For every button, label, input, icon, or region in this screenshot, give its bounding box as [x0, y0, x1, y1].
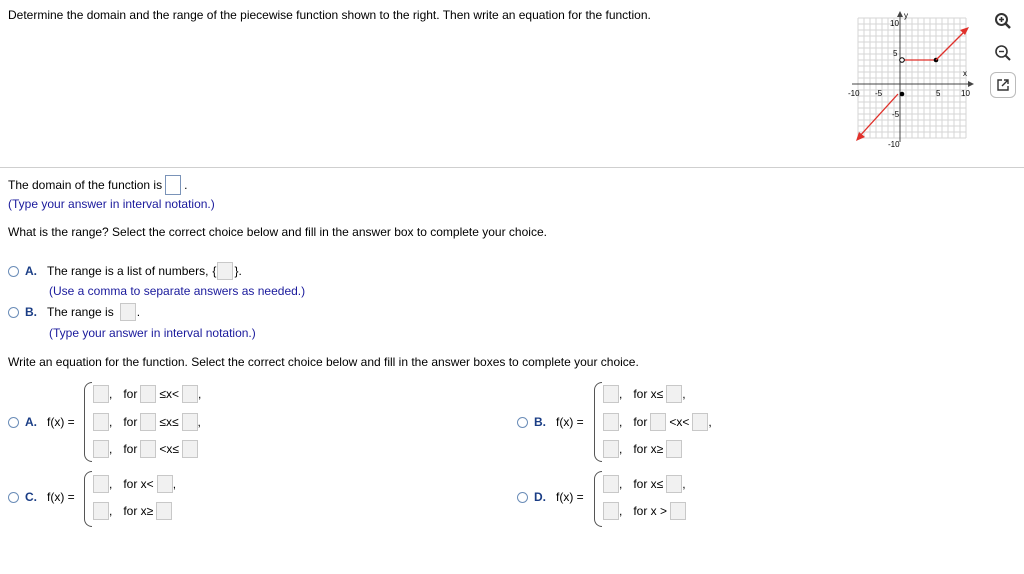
option-b-piece-1	[603, 385, 686, 403]
comma: ,	[619, 442, 623, 456]
option-c-piece-1-comma: ,	[172, 477, 177, 491]
equation-option-b-label: B.	[534, 415, 546, 429]
zoom-in-icon	[994, 12, 1012, 30]
option-a-piece-3-expr-box[interactable]	[93, 440, 109, 458]
range-question: What is the range? Select the correct choice below and fill in the answer box to complete your choice.	[8, 225, 547, 239]
y-tick-label: -5	[892, 110, 900, 119]
range-option-a-hint: (Use a comma to separate answers as needed.)	[49, 284, 306, 298]
zoom-in-button[interactable]	[990, 8, 1016, 34]
option-a-piece-3-for: for	[123, 442, 138, 456]
comma: ,	[109, 415, 113, 429]
option-a-piece-1-comma: ,	[197, 387, 202, 401]
option-a-piece-1	[93, 385, 201, 403]
equation-option-a-radio[interactable]	[8, 417, 19, 428]
option-b-piece-2-comma: ,	[708, 415, 712, 429]
y-tick-label: 10	[890, 19, 899, 28]
option-a-piece-3-upper-box[interactable]	[182, 440, 198, 458]
range-option-b[interactable]	[8, 303, 140, 321]
option-a-piece-1-lower-box[interactable]	[140, 385, 156, 403]
option-c-piece-2-for: for x≥	[123, 504, 154, 518]
option-c-piece-2-bound-box[interactable]	[156, 502, 172, 520]
option-d-piece-1-comma: ,	[682, 477, 686, 491]
option-d-piece-2-expr-box[interactable]	[603, 502, 619, 520]
equation-question: Write an equation for the function. Select the correct choice below and fill in the answer boxes to complete your choice.	[8, 355, 639, 369]
piece-right	[936, 30, 966, 60]
option-c-piece-2	[93, 502, 172, 520]
option-a-piece-3-inequality: <x≤	[159, 442, 179, 456]
equation-option-b-radio[interactable]	[517, 417, 528, 428]
piece-left-endpoint	[900, 92, 905, 97]
equation-option-c-brace	[84, 471, 92, 527]
option-c-piece-1-expr-box[interactable]	[93, 475, 109, 493]
option-b-piece-3	[603, 440, 682, 458]
option-d-piece-2-for: for x >	[633, 504, 668, 518]
x-tick-label: 5	[936, 89, 941, 98]
option-a-piece-3-lower-box[interactable]	[140, 440, 156, 458]
equation-option-c-radio[interactable]	[8, 492, 19, 503]
domain-answer-box[interactable]	[165, 175, 181, 195]
x-tick-label: 10	[961, 89, 970, 98]
option-a-piece-2-expr-box[interactable]	[93, 413, 109, 431]
option-b-piece-2-inequality: <x<	[669, 415, 690, 429]
zoom-out-icon	[994, 44, 1012, 62]
comma: ,	[109, 387, 113, 401]
option-d-piece-2	[603, 502, 686, 520]
range-option-a-label: A.	[25, 264, 37, 278]
equation-option-b-brace	[594, 382, 602, 462]
section-divider	[0, 167, 1024, 168]
range-list-answer-box[interactable]	[217, 262, 233, 280]
range-option-a[interactable]	[8, 262, 242, 280]
question-text: Determine the domain and the range of the piecewise function shown to the right. Then write an equation for the function.	[8, 8, 651, 22]
option-a-piece-3	[93, 440, 198, 458]
option-a-piece-2-for: for	[123, 415, 138, 429]
option-a-piece-2-lower-box[interactable]	[140, 413, 156, 431]
equation-option-d[interactable]	[517, 490, 584, 504]
option-b-piece-2-upper-box[interactable]	[692, 413, 708, 431]
x-tick-label: -5	[875, 89, 883, 98]
range-option-b-hint: (Type your answer in interval notation.)	[49, 326, 256, 340]
y-tick-label: 5	[893, 49, 898, 58]
option-c-piece-2-expr-box[interactable]	[93, 502, 109, 520]
option-b-piece-2-expr-box[interactable]	[603, 413, 619, 431]
option-a-piece-2-upper-box[interactable]	[182, 413, 198, 431]
option-b-piece-1-for: for x≤	[633, 387, 664, 401]
popout-button[interactable]	[990, 72, 1016, 98]
range-option-b-period: .	[136, 305, 141, 319]
equation-option-a[interactable]	[8, 415, 75, 429]
option-a-piece-2-comma: ,	[197, 415, 201, 429]
comma: ,	[109, 442, 113, 456]
option-c-piece-1-for: for x<	[123, 477, 154, 491]
range-close-brace: }.	[234, 264, 242, 278]
domain-prompt: The domain of the function is	[8, 178, 163, 192]
option-b-piece-3-bound-box[interactable]	[666, 440, 682, 458]
equation-option-d-label: D.	[534, 490, 546, 504]
y-tick-label: -10	[888, 140, 900, 148]
comma: ,	[619, 415, 623, 429]
option-b-piece-2-lower-box[interactable]	[650, 413, 666, 431]
zoom-out-button[interactable]	[990, 40, 1016, 66]
option-a-piece-2-inequality: ≤x≤	[159, 415, 179, 429]
option-b-piece-1-bound-box[interactable]	[666, 385, 682, 403]
range-option-b-label: B.	[25, 305, 37, 319]
equation-option-c-fx: f(x) =	[47, 490, 75, 504]
option-b-piece-1-expr-box[interactable]	[603, 385, 619, 403]
piece-middle-open-endpoint	[900, 58, 905, 63]
range-interval-answer-box[interactable]	[120, 303, 136, 321]
option-b-piece-2-for: for	[633, 415, 648, 429]
equation-option-d-radio[interactable]	[517, 492, 528, 503]
domain-period: .	[184, 178, 188, 192]
comma: ,	[109, 504, 113, 518]
range-option-a-text: The range is a list of numbers,	[47, 264, 209, 278]
option-a-piece-1-inequality: ≤x<	[159, 387, 179, 401]
option-a-piece-1-upper-box[interactable]	[182, 385, 198, 403]
equation-option-a-label: A.	[25, 415, 37, 429]
option-d-piece-1-bound-box[interactable]	[666, 475, 682, 493]
equation-option-b[interactable]	[517, 415, 584, 429]
option-c-piece-1-bound-box[interactable]	[157, 475, 173, 493]
option-b-piece-3-for: for x≥	[633, 442, 664, 456]
y-axis-label: y	[904, 11, 908, 20]
equation-option-c[interactable]	[8, 490, 75, 504]
equation-option-c-label: C.	[25, 490, 37, 504]
comma: ,	[619, 477, 623, 491]
range-option-b-radio[interactable]	[8, 307, 19, 318]
option-d-piece-1-expr-box[interactable]	[603, 475, 619, 493]
comma: ,	[619, 387, 623, 401]
option-d-piece-1-for: for x≤	[633, 477, 664, 491]
option-a-piece-2	[93, 413, 201, 431]
equation-option-d-brace	[594, 471, 602, 527]
comma: ,	[109, 477, 113, 491]
option-a-piece-1-expr-box[interactable]	[93, 385, 109, 403]
comma: ,	[619, 504, 623, 518]
option-b-piece-2	[603, 413, 712, 431]
piecewise-graph	[848, 8, 978, 151]
equation-option-d-fx: f(x) =	[556, 490, 584, 504]
x-tick-label: -10	[848, 89, 860, 98]
option-b-piece-1-comma: ,	[682, 387, 686, 401]
domain-hint: (Type your answer in interval notation.)	[8, 197, 215, 211]
graph-svg	[848, 8, 978, 148]
x-axis-label: x	[963, 69, 967, 78]
range-open-brace: {	[212, 264, 217, 278]
option-b-piece-3-expr-box[interactable]	[603, 440, 619, 458]
domain-line	[8, 175, 187, 195]
range-option-b-text: The range is	[47, 305, 114, 319]
option-d-piece-1	[603, 475, 686, 493]
option-a-piece-1-for: for	[123, 387, 138, 401]
option-d-piece-2-bound-box[interactable]	[670, 502, 686, 520]
option-c-piece-1	[93, 475, 176, 493]
equation-option-b-fx: f(x) =	[556, 415, 584, 429]
range-option-a-radio[interactable]	[8, 266, 19, 277]
equation-option-a-fx: f(x) =	[47, 415, 75, 429]
equation-option-a-brace	[84, 382, 92, 462]
popout-icon	[996, 78, 1010, 92]
